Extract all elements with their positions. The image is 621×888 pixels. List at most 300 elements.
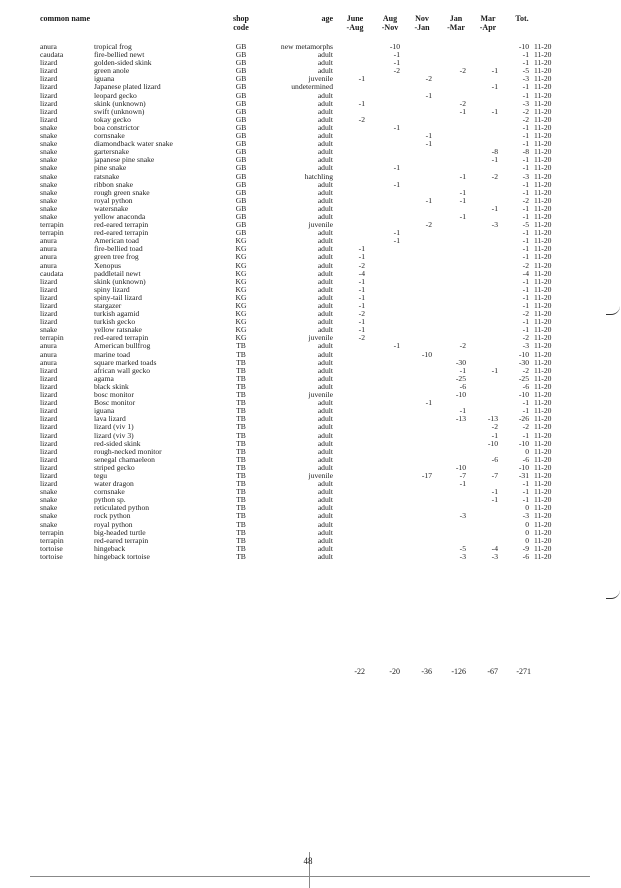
header-aug-line2: -Nov bbox=[381, 23, 399, 32]
header-aug-line1: Aug bbox=[382, 14, 398, 23]
cell-species: swift (unknown) bbox=[94, 107, 145, 116]
cell-total: -31 bbox=[518, 470, 529, 480]
cell-nov-jan: -1 bbox=[425, 398, 432, 408]
cell-shop-code: KG bbox=[235, 260, 247, 270]
cell-age: adult bbox=[317, 292, 333, 302]
cell-period: 11-20 bbox=[534, 309, 552, 319]
cell-total: -1 bbox=[522, 430, 529, 440]
cell-total: -1 bbox=[522, 139, 529, 149]
cell-shop-code: TB bbox=[236, 373, 246, 383]
cell-age: adult bbox=[317, 187, 333, 197]
cell-total: -1 bbox=[522, 179, 529, 189]
cell-common-name: lizard bbox=[40, 470, 58, 480]
cell-period: 11-20 bbox=[534, 479, 552, 489]
cell-species: Japanese plated lizard bbox=[94, 83, 161, 92]
cell-common-name: lizard bbox=[40, 309, 58, 319]
cell-common-name: snake bbox=[40, 171, 58, 181]
cell-common-name: caudata bbox=[40, 268, 64, 278]
cell-common-name: lizard bbox=[40, 462, 58, 472]
cell-period: 11-20 bbox=[534, 438, 552, 448]
cell-june-aug: -1 bbox=[358, 98, 365, 108]
cell-species: yellow ratsnake bbox=[94, 326, 142, 335]
cell-species: boa constrictor bbox=[94, 123, 140, 132]
cell-period: 11-20 bbox=[534, 211, 552, 221]
header-nov-line1: Nov bbox=[415, 14, 429, 23]
cell-species: diamondback water snake bbox=[94, 140, 173, 149]
cell-nov-jan: -2 bbox=[425, 74, 432, 84]
cell-mar-apr: -6 bbox=[491, 454, 498, 464]
cell-age: adult bbox=[317, 365, 333, 375]
cell-shop-code: TB bbox=[236, 503, 246, 513]
cell-period: 11-20 bbox=[534, 42, 552, 51]
cell-period: 11-20 bbox=[534, 203, 552, 213]
cell-mar-apr: -13 bbox=[487, 414, 498, 424]
cell-total: -10 bbox=[518, 462, 529, 472]
cell-period: 11-20 bbox=[534, 519, 552, 529]
cell-age: adult bbox=[317, 276, 333, 286]
cell-period: 11-20 bbox=[534, 114, 552, 124]
cell-common-name: anura bbox=[40, 244, 57, 254]
cell-total: -5 bbox=[522, 66, 529, 76]
cell-total: 0 bbox=[525, 535, 529, 545]
cell-age: adult bbox=[317, 155, 333, 165]
cell-age: adult bbox=[317, 373, 333, 383]
cell-total: -2 bbox=[522, 365, 529, 375]
cell-shop-code: GB bbox=[235, 82, 247, 92]
cell-age: adult bbox=[317, 503, 333, 513]
table-header bbox=[0, 14, 621, 42]
cell-period: 11-20 bbox=[534, 66, 552, 76]
cell-period: 11-20 bbox=[534, 430, 552, 440]
cell-species: American toad bbox=[94, 237, 139, 246]
cell-total: -26 bbox=[518, 414, 529, 424]
cell-shop-code: TB bbox=[236, 430, 246, 440]
cell-common-name: lizard bbox=[40, 430, 58, 440]
cell-period: 11-20 bbox=[534, 292, 552, 302]
cell-age: adult bbox=[317, 398, 333, 408]
cell-common-name: anura bbox=[40, 252, 57, 262]
cell-age: adult bbox=[317, 122, 333, 132]
cell-species: red-sided skink bbox=[94, 439, 141, 448]
cell-age: adult bbox=[317, 195, 333, 205]
cell-june-aug: -4 bbox=[358, 268, 365, 278]
cell-mar-apr: -3 bbox=[491, 220, 498, 230]
cell-common-name: anura bbox=[40, 357, 57, 367]
cell-age: adult bbox=[317, 228, 333, 238]
cell-jan-mar: -1 bbox=[459, 171, 466, 181]
cell-age: adult bbox=[317, 519, 333, 529]
cell-species: watersnake bbox=[94, 204, 129, 213]
cell-period: 11-20 bbox=[534, 454, 552, 464]
cell-period: 11-20 bbox=[534, 373, 552, 383]
cell-common-name: lizard bbox=[40, 66, 58, 76]
cell-mar-apr: -1 bbox=[491, 365, 498, 375]
cell-june-aug: -1 bbox=[358, 244, 365, 254]
header-mar-line1: Mar bbox=[480, 14, 496, 23]
cell-period: 11-20 bbox=[534, 487, 552, 497]
cell-shop-code: GB bbox=[235, 179, 247, 189]
cell-species: yellow anaconda bbox=[94, 212, 146, 221]
cell-total: -10 bbox=[518, 42, 529, 51]
cell-age: adult bbox=[317, 203, 333, 213]
cell-shop-code: GB bbox=[235, 66, 247, 76]
cell-age: adult bbox=[317, 309, 333, 319]
cell-total: -3 bbox=[522, 511, 529, 521]
cell-age: adult bbox=[317, 406, 333, 416]
cell-shop-code: GB bbox=[235, 74, 247, 84]
cell-common-name: snake bbox=[40, 503, 58, 513]
cell-mar-apr: -4 bbox=[491, 543, 498, 553]
cell-jan-mar: -7 bbox=[459, 470, 466, 480]
cell-age: adult bbox=[317, 317, 333, 327]
cell-nov-jan: -1 bbox=[425, 195, 432, 205]
cell-shop-code: GB bbox=[235, 171, 247, 181]
cell-common-name: terrapin bbox=[40, 527, 64, 537]
cell-period: 11-20 bbox=[534, 220, 552, 230]
cell-common-name: snake bbox=[40, 139, 58, 149]
total-overall: -271 bbox=[516, 667, 531, 676]
cell-period: 11-20 bbox=[534, 341, 552, 351]
cell-shop-code: TB bbox=[236, 398, 246, 408]
cell-period: 11-20 bbox=[534, 317, 552, 327]
cell-jan-mar: -1 bbox=[459, 479, 466, 489]
cell-jan-mar: -10 bbox=[455, 390, 466, 400]
cell-common-name: lizard bbox=[40, 114, 58, 124]
cell-total: -4 bbox=[522, 268, 529, 278]
cell-june-aug: -1 bbox=[358, 301, 365, 310]
cell-common-name: terrapin bbox=[40, 333, 64, 343]
cell-period: 11-20 bbox=[534, 381, 552, 391]
cell-common-name: lizard bbox=[40, 292, 58, 302]
cell-shop-code: GB bbox=[235, 187, 247, 197]
cell-age: adult bbox=[317, 543, 333, 553]
cell-common-name: lizard bbox=[40, 82, 58, 92]
cell-mar-apr: -1 bbox=[491, 495, 498, 505]
cell-common-name: lizard bbox=[40, 98, 58, 108]
cell-total: -9 bbox=[522, 543, 529, 553]
cell-period: 11-20 bbox=[534, 333, 552, 343]
cell-species: royal python bbox=[94, 520, 133, 529]
total-jan-mar: -126 bbox=[451, 667, 466, 676]
cell-period: 11-20 bbox=[534, 422, 552, 432]
cell-shop-code: KG bbox=[235, 325, 247, 335]
cell-period: 11-20 bbox=[534, 325, 552, 335]
cell-shop-code: TB bbox=[236, 365, 246, 375]
bottom-rule bbox=[30, 876, 590, 877]
cell-period: 11-20 bbox=[534, 527, 552, 537]
cell-total: -1 bbox=[522, 187, 529, 197]
cell-period: 11-20 bbox=[534, 357, 552, 367]
cell-jan-mar: -1 bbox=[459, 211, 466, 221]
cell-common-name: lizard bbox=[40, 381, 58, 391]
cell-mar-apr: -10 bbox=[487, 438, 498, 448]
cell-age: undetermined bbox=[291, 82, 333, 92]
cell-period: 11-20 bbox=[534, 228, 552, 238]
cell-mar-apr: -1 bbox=[491, 203, 498, 213]
page-number: 48 bbox=[303, 856, 313, 866]
cell-age: adult bbox=[317, 430, 333, 440]
cell-total: 0 bbox=[525, 446, 529, 456]
cell-period: 11-20 bbox=[534, 244, 552, 254]
cell-jan-mar: -10 bbox=[455, 462, 466, 472]
cell-jan-mar: -30 bbox=[455, 357, 466, 367]
cell-period: 11-20 bbox=[534, 50, 552, 60]
cell-species: gartersnake bbox=[94, 148, 129, 157]
table-body bbox=[0, 43, 621, 561]
cell-period: 11-20 bbox=[534, 171, 552, 181]
cell-june-aug: -1 bbox=[358, 292, 365, 302]
cell-jan-mar: -1 bbox=[459, 365, 466, 375]
cell-june-aug: -2 bbox=[358, 309, 365, 319]
cell-common-name: snake bbox=[40, 187, 58, 197]
cell-shop-code: TB bbox=[236, 527, 246, 537]
cell-species: American bullfrog bbox=[94, 342, 151, 351]
cell-shop-code: TB bbox=[236, 470, 246, 480]
cell-species: rough-necked monitor bbox=[94, 447, 162, 456]
cell-total: -2 bbox=[522, 106, 529, 116]
cell-species: red-eared terrapin bbox=[94, 334, 149, 343]
cell-common-name: anura bbox=[40, 349, 57, 359]
cell-total: -1 bbox=[522, 163, 529, 173]
cell-mar-apr: -1 bbox=[491, 430, 498, 440]
total-mar-apr: -67 bbox=[487, 667, 498, 676]
cell-total: -1 bbox=[522, 82, 529, 92]
cell-age: adult bbox=[317, 511, 333, 521]
cell-age: adult bbox=[317, 147, 333, 157]
cell-age: adult bbox=[317, 50, 333, 60]
cell-period: 11-20 bbox=[534, 406, 552, 416]
cell-period: 11-20 bbox=[534, 98, 552, 108]
total-aug-nov: -20 bbox=[389, 667, 400, 676]
cell-common-name: lizard bbox=[40, 58, 58, 68]
cell-total: -1 bbox=[522, 228, 529, 238]
cell-age: adult bbox=[317, 244, 333, 254]
cell-species: rough green snake bbox=[94, 188, 150, 197]
cell-nov-jan: -1 bbox=[425, 139, 432, 149]
cell-common-name: lizard bbox=[40, 365, 58, 375]
cell-species: Bosc monitor bbox=[94, 399, 136, 408]
cell-common-name: lizard bbox=[40, 373, 58, 383]
cell-age: adult bbox=[317, 260, 333, 270]
cell-age: adult bbox=[317, 438, 333, 448]
cell-species: square marked toads bbox=[94, 358, 157, 367]
cell-common-name: lizard bbox=[40, 454, 58, 464]
cell-total: -30 bbox=[518, 357, 529, 367]
cell-species: stargazer bbox=[94, 302, 122, 310]
cell-shop-code: KG bbox=[235, 252, 247, 262]
cell-species: marine toad bbox=[94, 350, 131, 359]
cell-aug-nov: -1 bbox=[393, 58, 400, 68]
cell-jan-mar: -25 bbox=[455, 373, 466, 383]
cell-june-aug: -1 bbox=[358, 325, 365, 335]
cell-age: adult bbox=[317, 114, 333, 124]
cell-species: spiny lizard bbox=[94, 285, 130, 294]
cell-total: -5 bbox=[522, 220, 529, 230]
cell-species: Xenopus bbox=[94, 261, 121, 270]
cell-total: -8 bbox=[522, 147, 529, 157]
scan-edge-mark bbox=[606, 590, 620, 599]
cell-mar-apr: -7 bbox=[491, 470, 498, 480]
cell-species: senegal chamaeleon bbox=[94, 455, 155, 464]
cell-total: -3 bbox=[522, 171, 529, 181]
cell-period: 11-20 bbox=[534, 551, 552, 561]
cell-common-name: snake bbox=[40, 495, 58, 505]
cell-species: skink (unknown) bbox=[94, 99, 146, 108]
total-june-aug: -22 bbox=[354, 667, 365, 676]
cell-jan-mar: -13 bbox=[455, 414, 466, 424]
cell-common-name: lizard bbox=[40, 301, 58, 310]
cell-common-name: snake bbox=[40, 147, 58, 157]
cell-shop-code: TB bbox=[236, 438, 246, 448]
cell-common-name: lizard bbox=[40, 422, 58, 432]
cell-period: 11-20 bbox=[534, 495, 552, 505]
cell-shop-code: TB bbox=[236, 519, 246, 529]
cell-jan-mar: -2 bbox=[459, 341, 466, 351]
cell-jan-mar: -2 bbox=[459, 66, 466, 76]
cell-common-name: terrapin bbox=[40, 535, 64, 545]
cell-shop-code: TB bbox=[236, 479, 246, 489]
cell-total: -10 bbox=[518, 349, 529, 359]
cell-age: adult bbox=[317, 284, 333, 294]
cell-species: spiny-tail lizard bbox=[94, 293, 142, 302]
cell-shop-code: GB bbox=[235, 139, 247, 149]
cell-shop-code: TB bbox=[236, 381, 246, 391]
cell-age: adult bbox=[317, 462, 333, 472]
header-shop-code-line1: shop bbox=[232, 14, 249, 23]
cell-species: tokay gecko bbox=[94, 115, 131, 124]
cell-shop-code: KG bbox=[235, 292, 247, 302]
cell-shop-code: KG bbox=[235, 244, 247, 254]
cell-species: turkish agamid bbox=[94, 310, 140, 319]
cell-age: juvenile bbox=[308, 333, 333, 343]
cell-total: -1 bbox=[522, 406, 529, 416]
cell-total: -1 bbox=[522, 487, 529, 497]
cell-age: adult bbox=[317, 139, 333, 149]
cell-age: adult bbox=[317, 211, 333, 221]
cell-jan-mar: -1 bbox=[459, 106, 466, 116]
cell-total: -1 bbox=[522, 495, 529, 505]
cell-shop-code: GB bbox=[235, 42, 247, 51]
header-jan-line2: -Mar bbox=[447, 23, 465, 32]
cell-species: paddletail newt bbox=[94, 269, 141, 278]
cell-aug-nov: -1 bbox=[393, 122, 400, 132]
cell-species: bosc monitor bbox=[94, 391, 134, 400]
cell-shop-code: GB bbox=[235, 106, 247, 116]
cell-total: -1 bbox=[522, 50, 529, 60]
cell-age: adult bbox=[317, 495, 333, 505]
cell-total: -1 bbox=[522, 211, 529, 221]
cell-total: -2 bbox=[522, 260, 529, 270]
cell-mar-apr: -1 bbox=[491, 82, 498, 92]
cell-shop-code: KG bbox=[235, 301, 247, 310]
cell-total: -2 bbox=[522, 195, 529, 205]
cell-shop-code: TB bbox=[236, 487, 246, 497]
cell-common-name: snake bbox=[40, 511, 58, 521]
cell-age: hatchling bbox=[304, 171, 333, 181]
cell-period: 11-20 bbox=[534, 122, 552, 132]
cell-period: 11-20 bbox=[534, 74, 552, 84]
cell-common-name: snake bbox=[40, 179, 58, 189]
cell-aug-nov: -1 bbox=[393, 163, 400, 173]
cell-jan-mar: -3 bbox=[459, 511, 466, 521]
header-shop-code-line2: code bbox=[233, 23, 249, 32]
header-june-line2: -Aug bbox=[346, 23, 364, 32]
cell-species: ratsnake bbox=[94, 172, 120, 181]
cell-period: 11-20 bbox=[534, 252, 552, 262]
cell-aug-nov: -1 bbox=[393, 228, 400, 238]
cell-total: -1 bbox=[522, 236, 529, 246]
cell-period: 11-20 bbox=[534, 543, 552, 553]
cell-period: 11-20 bbox=[534, 398, 552, 408]
cell-common-name: lizard bbox=[40, 317, 58, 327]
cell-period: 11-20 bbox=[534, 139, 552, 149]
cell-total: -1 bbox=[522, 479, 529, 489]
cell-shop-code: TB bbox=[236, 414, 246, 424]
cell-shop-code: TB bbox=[236, 551, 246, 561]
cell-june-aug: -1 bbox=[358, 284, 365, 294]
cell-total: -2 bbox=[522, 309, 529, 319]
cell-mar-apr: -1 bbox=[491, 487, 498, 497]
cell-period: 11-20 bbox=[534, 58, 552, 68]
cell-period: 11-20 bbox=[534, 195, 552, 205]
cell-species: african wall gecko bbox=[94, 366, 151, 375]
cell-species: golden-sided skink bbox=[94, 59, 152, 68]
cell-common-name: lizard bbox=[40, 106, 58, 116]
cell-age: adult bbox=[317, 381, 333, 391]
cell-shop-code: GB bbox=[235, 211, 247, 221]
cell-jan-mar: -2 bbox=[459, 98, 466, 108]
cell-species: fire-bellied toad bbox=[94, 245, 143, 254]
cell-species: striped gecko bbox=[94, 463, 135, 472]
cell-age: juvenile bbox=[308, 220, 333, 230]
cell-shop-code: GB bbox=[235, 203, 247, 213]
cell-age: adult bbox=[317, 527, 333, 537]
cell-period: 11-20 bbox=[534, 535, 552, 545]
cell-common-name: terrapin bbox=[40, 228, 64, 238]
cell-age: adult bbox=[317, 487, 333, 497]
cell-age: adult bbox=[317, 349, 333, 359]
cell-shop-code: KG bbox=[235, 284, 247, 294]
cell-shop-code: KG bbox=[235, 333, 247, 343]
header-june-line1: June bbox=[346, 14, 364, 23]
table-row bbox=[0, 553, 621, 561]
cell-shop-code: GB bbox=[235, 220, 247, 230]
cell-species: black skink bbox=[94, 382, 129, 391]
cell-age: adult bbox=[317, 301, 333, 310]
cell-species: water dragon bbox=[94, 480, 134, 489]
cell-shop-code: GB bbox=[235, 90, 247, 100]
cell-common-name: lizard bbox=[40, 276, 58, 286]
cell-age: adult bbox=[317, 357, 333, 367]
cell-age: adult bbox=[317, 90, 333, 100]
cell-age: adult bbox=[317, 341, 333, 351]
cell-common-name: lizard bbox=[40, 479, 58, 489]
cell-age: adult bbox=[317, 106, 333, 116]
cell-common-name: lizard bbox=[40, 446, 58, 456]
cell-age: juvenile bbox=[308, 390, 333, 400]
cell-shop-code: GB bbox=[235, 195, 247, 205]
cell-species: lizard (viv 1) bbox=[94, 423, 134, 432]
cell-period: 11-20 bbox=[534, 390, 552, 400]
cell-shop-code: TB bbox=[236, 446, 246, 456]
cell-shop-code: GB bbox=[235, 114, 247, 124]
cell-common-name: snake bbox=[40, 519, 58, 529]
cell-species: pine snake bbox=[94, 164, 127, 173]
cell-species: big-headed turtle bbox=[94, 528, 146, 537]
cell-age: adult bbox=[317, 422, 333, 432]
cell-species: leopard gecko bbox=[94, 91, 137, 100]
cell-shop-code: TB bbox=[236, 406, 246, 416]
